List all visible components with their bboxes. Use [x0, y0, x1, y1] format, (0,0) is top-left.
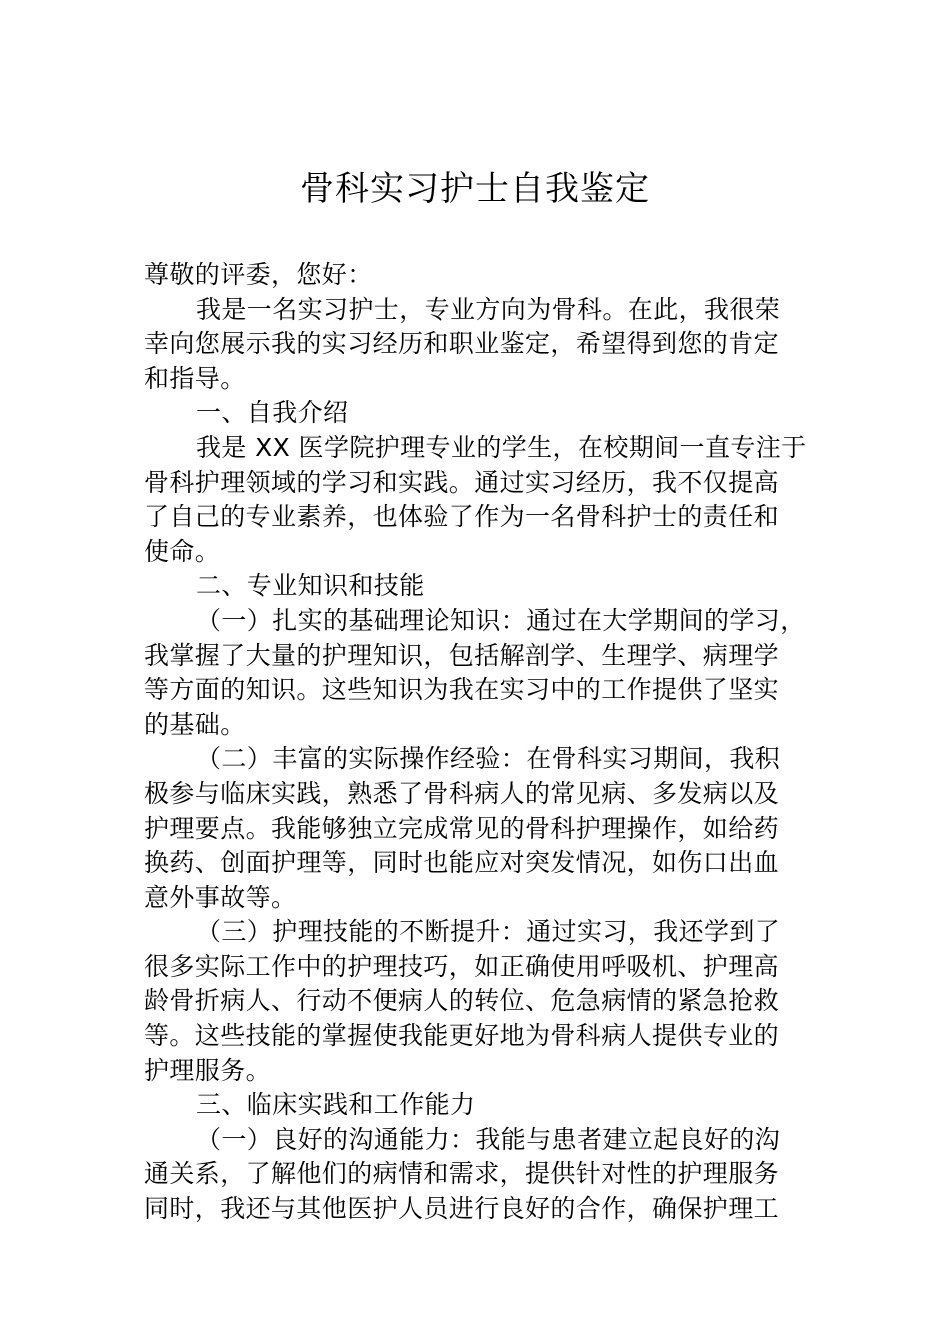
text-line: 的基础。	[144, 709, 246, 739]
text-line: 我掌握了大量的护理知识，包括解剖学、生理学、病理学	[144, 640, 780, 670]
text-line: 极参与临床实践，熟悉了骨科病人的常见病、多发病以及	[144, 778, 780, 808]
text-line: 三、临床实践和工作能力	[196, 1090, 476, 1120]
text-line: 和指导。	[144, 363, 246, 393]
text-line: 换药、创面护理等，同时也能应对突发情况，如伤口出血	[144, 848, 780, 878]
text-line: 幸向您展示我的实习经历和职业鉴定，希望得到您的肯定	[144, 329, 780, 359]
text-line: 龄骨折病人、行动不便病人的转位、危急病情的紧急抢救	[144, 986, 780, 1016]
text-line: 护理要点。我能够独立完成常见的骨科护理操作，如给药	[144, 813, 780, 843]
document-body	[144, 258, 816, 1227]
text-line: 了自己的专业素养，也体验了作为一名骨科护士的责任和	[144, 502, 780, 532]
text-line: （二）丰富的实际操作经验：在骨科实习期间，我积	[196, 744, 781, 774]
text-line: （一）良好的沟通能力：我能与患者建立起良好的沟	[196, 1124, 781, 1154]
text-line: 一、自我介绍	[196, 398, 349, 428]
text-line: 同时，我还与其他医护人员进行良好的合作，确保护理工	[144, 1194, 780, 1224]
text-line: 通关系，了解他们的病情和需求，提供针对性的护理服务	[144, 1159, 780, 1189]
text-line: 我是 XX 医学院护理专业的学生，在校期间一直专注于	[196, 432, 807, 462]
text-line: 很多实际工作中的护理技巧，如正确使用呼吸机、护理高	[144, 951, 780, 981]
text-line: （一）扎实的基础理论知识：通过在大学期间的学习，	[196, 605, 806, 635]
text-line: 护理服务。	[144, 1055, 272, 1085]
text-line: 等方面的知识。这些知识为我在实习中的工作提供了坚实	[144, 675, 780, 705]
text-line: 二、专业知识和技能	[196, 571, 425, 601]
document-title: 骨科实习护士自我鉴定	[300, 169, 650, 209]
text-line: 意外事故等。	[144, 882, 297, 912]
text-line: 骨科护理领域的学习和实践。通过实习经历，我不仅提高	[144, 467, 780, 497]
text-line: 使命。	[144, 536, 221, 566]
text-line: 尊敬的评委，您好：	[144, 260, 373, 289]
text-line: （三）护理技能的不断提升：通过实习，我还学到了	[196, 917, 781, 947]
text-line: 我是一名实习护士，专业方向为骨科。在此，我很荣	[196, 294, 781, 324]
text-line: 等。这些技能的掌握使我能更好地为骨科病人提供专业的	[144, 1021, 780, 1051]
